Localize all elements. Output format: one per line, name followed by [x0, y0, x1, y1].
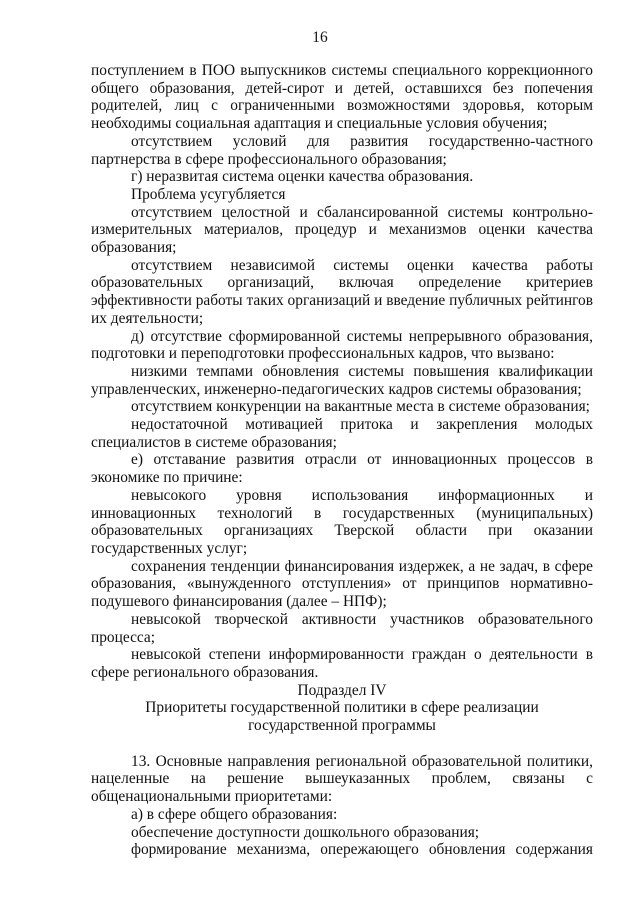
paragraph: д) отсутствие сформированной системы непрерывного образования, подготовки и переподготовки профессиональных кадров, что вызвано:: [91, 327, 593, 363]
paragraph: невысокого уровня использования информационных и инновационных технологий в государственных (муниципальных) образовательных организациях Тверской области при оказании государственных услуг;: [91, 486, 593, 557]
paragraph: поступлением в ПОО выпускников системы специального коррекционного общего образования, детей-сирот и детей, оставшихся без попечения родителей, лиц с ограниченными возможностями здоровья, которым необходимы социальная адаптация и специальные условия обучения;: [91, 62, 593, 133]
spacer: [91, 735, 593, 753]
paragraph: отсутствием целостной и сбалансированной системы контрольно-измерительных материалов, процедур и механизмов оценки качества образования;: [91, 203, 593, 257]
paragraph: отсутствием конкуренции на вакантные места в системе образования;: [131, 398, 590, 416]
subsection-title-line-2: государственной программы: [248, 717, 436, 735]
subsection-label: Подраздел IV: [297, 681, 387, 699]
paragraph: невысокой творческой активности участников образовательного процесса;: [91, 610, 593, 646]
subsection-title-line-1: Приоритеты государственной политики в сфере реализации: [145, 699, 539, 717]
paragraph: сохранения тенденции финансирования издержек, а не задач, в сфере образования, «вынужденного отступления» от принципов нормативно-подушевого финансирования (далее – НПФ);: [91, 557, 593, 611]
paragraph: недостаточной мотивацией притока и закрепления молодых специалистов в системе образования;: [91, 416, 593, 451]
page-number: 16: [312, 29, 328, 46]
paragraph: г) неразвитая система оценки качества образования.: [131, 168, 474, 186]
paragraph: отсутствием независимой системы оценки качества работы образовательных организаций, включая определение критериев эффективности работы таких организаций и введение публичных рейтингов их деятельности;: [91, 256, 593, 327]
paragraph: низкими темпами обновления системы повышения квалификации управленческих, инженерно-педагогических кадров системы образования;: [91, 362, 593, 398]
paragraph: а) в сфере общего образования:: [131, 805, 338, 823]
paragraph: отсутствием условий для развития государственно-частного партнерства в сфере профессионального образования;: [91, 132, 593, 168]
paragraph: невысокой степени информированности граждан о деятельности в сфере регионального образования.: [91, 646, 593, 681]
document-body: [91, 62, 593, 859]
paragraph: Проблема усугубляется: [131, 185, 286, 203]
paragraph: 13. Основные направления региональной образовательной политики, нацеленные на решение вышеуказанных проблем, связаны с общенациональными приоритетами:: [91, 752, 593, 806]
paragraph: е) отставание развития отрасли от инновационных процессов в экономике по причине:: [91, 451, 593, 487]
paragraph: формирование механизма, опережающего обновления содержания: [131, 841, 593, 859]
paragraph: обеспечение доступности дошкольного образования;: [131, 823, 480, 841]
